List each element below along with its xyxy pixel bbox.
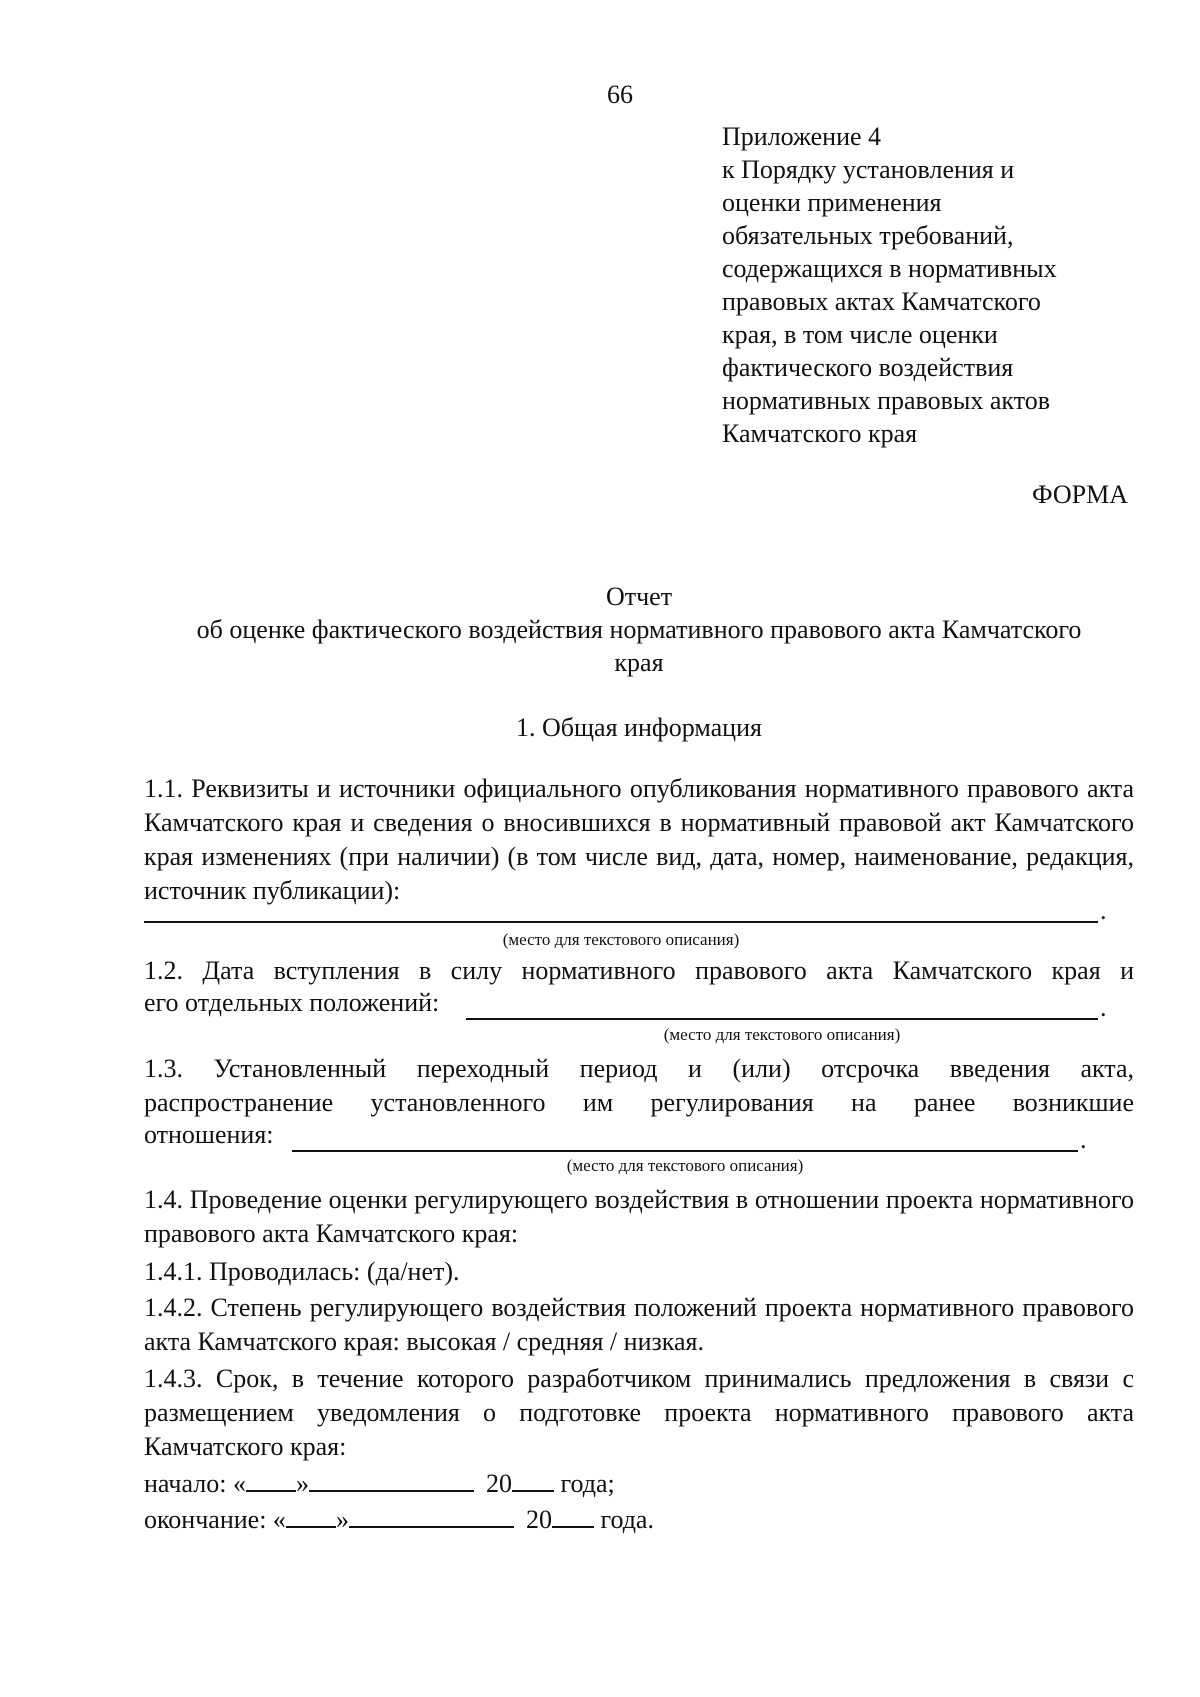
title-line: Отчет: [605, 582, 673, 611]
title-line: края: [614, 648, 664, 677]
fill-line-dot: .: [1080, 1125, 1087, 1154]
fill-line-dot: .: [1100, 896, 1107, 925]
month-blank: [349, 1504, 514, 1528]
paragraph-1-3-line3: отношения:: [144, 1120, 274, 1149]
document-title: [144, 580, 1134, 679]
appendix-line: обязательных требований,: [722, 221, 1014, 250]
paragraph-1-1: 1.1. Реквизиты и источники официального опубликования нормативного правового акта Камчатского края и сведения о вносившихся в нормативный правовой акт Камчатского края изменениях (при наличии) (в том числе вид, дата, номер, наименование, редакция, источник публикации):: [144, 774, 1134, 905]
paragraph-1-3: 1.3. Установленный переходный период и (или) отсрочка введения акта, распространение установленного им регулирования на ранее возникшие: [144, 1054, 1134, 1117]
paragraph-1-4-2: 1.4.2. Степень регулирующего воздействия положений проекта нормативного правового акта Камчатского края: высокая / средняя / низкая.: [144, 1293, 1134, 1356]
appendix-line: правовых актах Камчатского: [722, 287, 1041, 316]
title-line: об оценке фактического воздействия нормативного правового акта Камчатского: [196, 615, 1082, 644]
appendix-line: к Порядку установления и: [722, 155, 1015, 184]
year-blank: [512, 1468, 554, 1492]
end-suffix: года.: [593, 1505, 654, 1534]
appendix-line: оценки применения: [722, 188, 942, 217]
fill-line-dot: .: [1100, 993, 1107, 1022]
quote-close: »: [335, 1505, 349, 1534]
day-blank: [246, 1468, 296, 1492]
end-date-line: [144, 1504, 654, 1535]
end-label: окончание: «: [144, 1505, 286, 1534]
paragraph-1-2-line2: его отдельных положений:: [144, 988, 440, 1017]
fill-line-1-3: [292, 1150, 1078, 1152]
appendix-line: содержащихся в нормативных: [722, 254, 1057, 283]
day-blank: [286, 1504, 336, 1528]
quote-close: »: [295, 1469, 309, 1498]
year-prefix: 20: [485, 1469, 512, 1498]
form-label: ФОРМА: [1032, 480, 1128, 509]
appendix-line: Камчатского края: [722, 419, 918, 448]
appendix-line: нормативных правовых актов: [722, 386, 1051, 415]
hint-1-2: (место для текстового описания): [663, 1025, 901, 1044]
hint-1-1: (место для текстового описания): [502, 930, 740, 949]
section-heading: 1. Общая информация: [516, 713, 762, 742]
start-date-line: [144, 1468, 615, 1499]
start-suffix: года;: [553, 1469, 615, 1498]
hint-1-3: (место для текстового описания): [566, 1156, 804, 1175]
appendix-line: фактического воздействия: [722, 353, 1014, 382]
start-label: начало: «: [144, 1469, 246, 1498]
appendix-block: [722, 120, 1142, 450]
year-prefix: 20: [525, 1505, 552, 1534]
fill-line-1-1: [144, 921, 1098, 923]
paragraph-1-4-1: 1.4.1. Проводилась: (да/нет).: [144, 1257, 460, 1286]
paragraph-1-4: 1.4. Проведение оценки регулирующего воздействия в отношении проекта нормативного правового акта Камчатского края:: [144, 1185, 1134, 1248]
month-blank: [309, 1468, 474, 1492]
page-number: 66: [607, 80, 633, 109]
paragraph-1-2-line1: 1.2. Дата вступления в силу нормативного правового акта Камчатского края и: [144, 956, 1134, 985]
paragraph-1-4-3: 1.4.3. Срок, в течение которого разработчиком принимались предложения в связи с размещением уведомления о подготовке проекта нормативного правового акта Камчатского края:: [144, 1364, 1134, 1461]
fill-line-1-2: [466, 1018, 1098, 1020]
appendix-line: края, в том числе оценки: [722, 320, 998, 349]
appendix-line: Приложение 4: [722, 122, 882, 151]
year-blank: [552, 1504, 594, 1528]
